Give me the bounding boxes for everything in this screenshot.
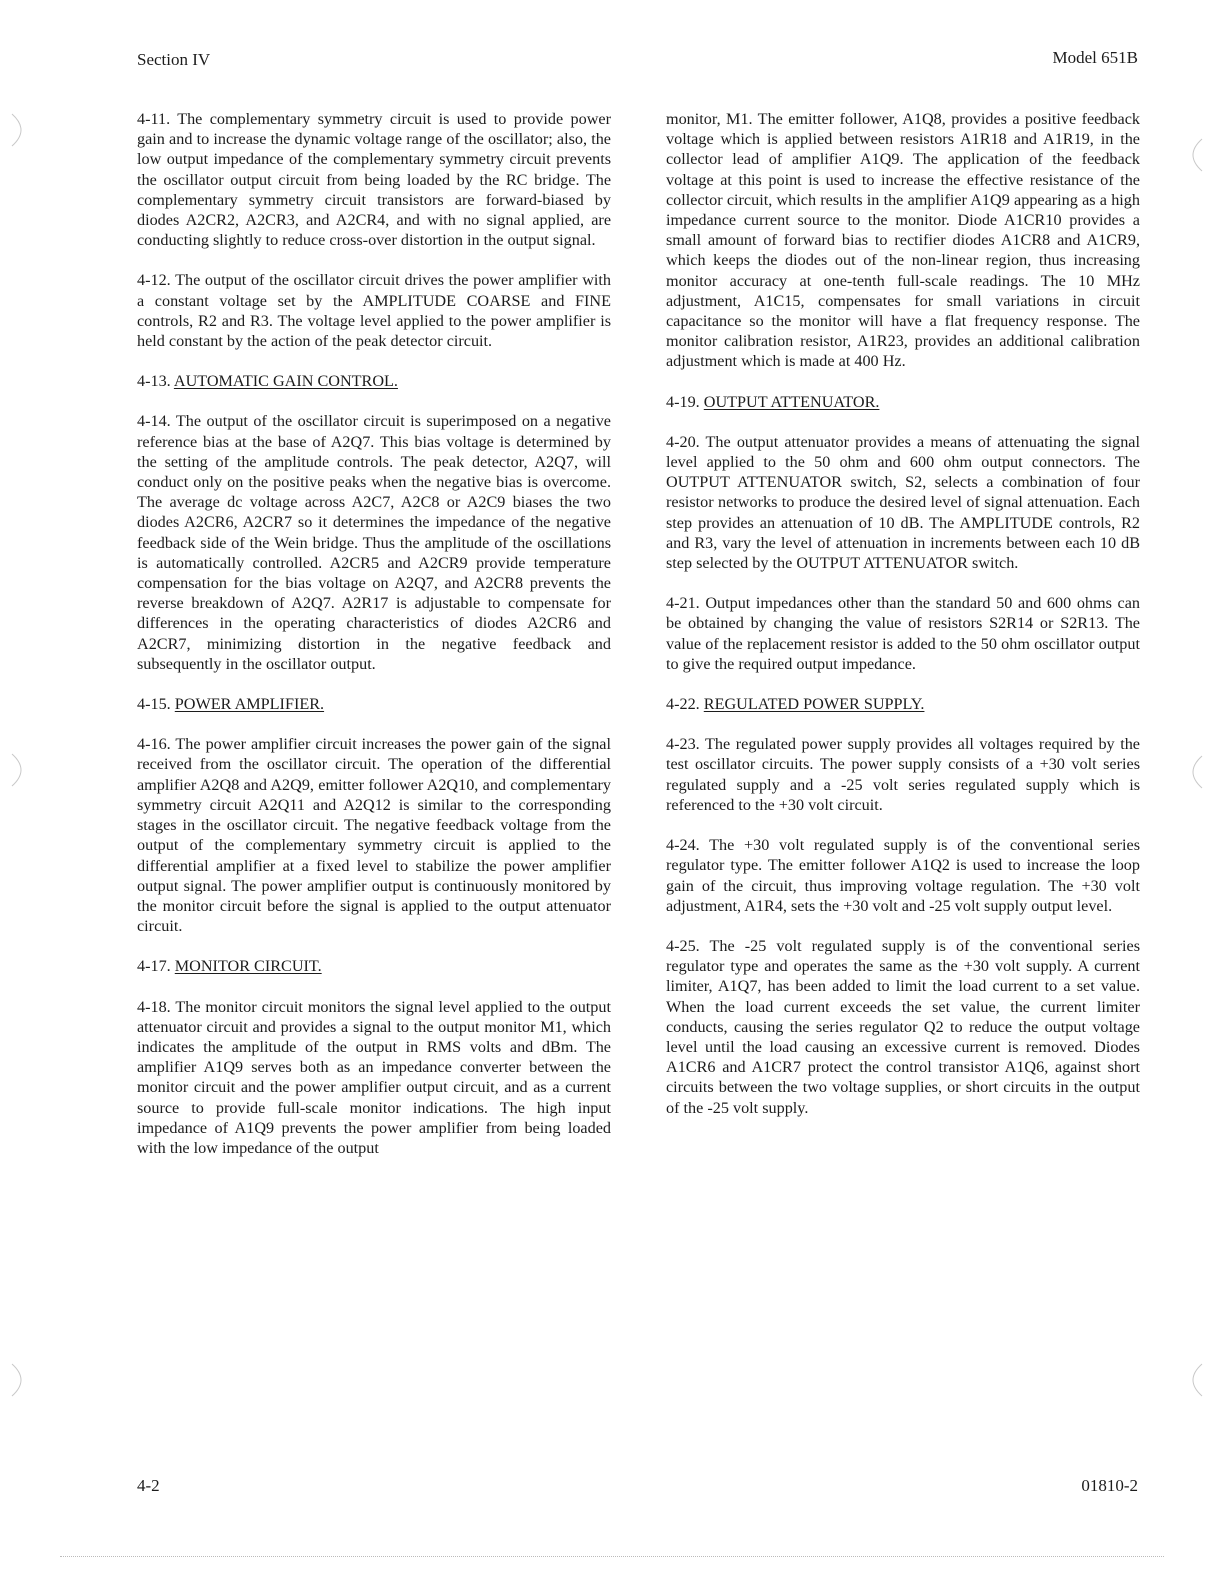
- binder-mark-left-top: [8, 110, 38, 150]
- section-heading: [666, 392, 1140, 412]
- body-paragraph: 4-21. Output impedances other than the standard 50 and 600 ohms can be obtained by changing the value of resistors S2R14 or S2R13. The value of the replacement resistor is added to the 50 ohm oscillator output to give the required output impedance.: [666, 594, 1140, 673]
- binder-mark-left-bottom: [8, 1360, 38, 1400]
- section-heading-title: POWER AMPLIFIER.: [174, 695, 325, 714]
- section-heading-number: 4-22.: [666, 695, 700, 714]
- body-paragraph: 4-20. The output attenuator provides a means of attenuating the signal level applied to the 50 ohm and 600 ohm output connectors. The OUTPUT ATTENUATOR switch, S2, selects a combination of four resistor networks to produce the desired level of signal attenuation. Each step provides an attenuation of 10 dB. The AMPLITUDE controls, R2 and R3, vary the level of attenuation in increments between each 10 dB step selected by the OUTPUT ATTENUATOR switch.: [666, 432, 1140, 573]
- binder-mark-left-middle: [8, 750, 38, 790]
- page-footer-number: 4-2: [137, 1476, 160, 1495]
- page-footer-doc-number: 01810-2: [1081, 1476, 1138, 1495]
- section-heading-number: 4-15.: [137, 695, 171, 714]
- section-heading: [137, 956, 611, 976]
- body-paragraph: 4-16. The power amplifier circuit increases the power gain of the signal received from the oscillator circuit. The operation of the differential amplifier A2Q8 and A2Q9, emitter follower A2Q10, and complementary symmetry circuit A2Q11 and A2Q12 is similar to the corresponding stages in the oscillator circuit. The negative feedback voltage from the output of the complementary symmetry circuit is applied to the differential amplifier at a fixed level to stabilize the power amplifier output signal. The power amplifier output is continuously monitored by the monitor circuit before the signal is applied to the output attenuator circuit.: [137, 735, 611, 936]
- section-heading: [137, 694, 611, 714]
- right-column: [666, 109, 1140, 1138]
- section-heading: [666, 694, 1140, 714]
- section-heading-number: 4-17.: [137, 957, 171, 976]
- body-paragraph: 4-12. The output of the oscillator circuit drives the power amplifier with a constant voltage set by the AMPLITUDE COARSE and FINE controls, R2 and R3. The voltage level applied to the power amplifier is held constant by the action of the peak detector circuit.: [137, 271, 611, 351]
- page-header-model: Model 651B: [1052, 48, 1138, 67]
- left-column: [137, 109, 611, 1178]
- body-paragraph: 4-18. The monitor circuit monitors the signal level applied to the output attenuator circuit and provides a signal to the output monitor M1, which indicates the amplitude of the output in RMS volts and dBm. The amplifier A1Q9 serves both as an impedance converter between the monitor circuit and the power amplifier output circuit, and as a current source to provide full-scale monitor indications. The high input impedance of A1Q9 prevents the power amplifier from being loaded with the low impedance of the output: [137, 997, 611, 1157]
- body-paragraph: 4-14. The output of the oscillator circuit is superimposed on a negative reference bias at the base of A2Q7. This bias voltage is determined by the setting of the amplitude controls. The peak detector, A2Q7, will conduct only on the positive peaks when the negative bias is overcome. The average dc voltage across A2C7, A2C8 or A2C9 biases the two diodes A2CR6, A2CR7 so it determines the impedance of the negative feedback side of the Wein bridge. Thus the amplitude of the oscillations is automatically controlled. A2CR5 and A2CR9 provide temperature compensation for the bias voltage on A2Q7, and A2CR8 prevents the reverse breakdown of A2Q7. A2R17 is adjustable to compensate for differences in the operating characteristics of diodes A2CR6 and A2CR7, minimizing distortion in the negative feedback and subsequently in the oscillator output.: [137, 412, 611, 673]
- body-paragraph: 4-24. The +30 volt regulated supply is of the conventional series regulator type. The emitter follower A1Q2 is used to increase the loop gain of the circuit, thus improving voltage regulation. The +30 volt adjustment, A1R4, sets the +30 volt and -25 volt supply output level.: [666, 836, 1140, 915]
- section-heading-title: REGULATED POWER SUPPLY.: [703, 695, 925, 714]
- section-heading-title: AUTOMATIC GAIN CONTROL.: [173, 372, 398, 391]
- section-heading: [137, 371, 611, 391]
- scan-edge-rule: [60, 1556, 1164, 1557]
- section-heading-number: 4-13.: [137, 372, 171, 391]
- body-paragraph: 4-25. The -25 volt regulated supply is of the conventional series regulator type and operates the same as the +30 volt supply. A current limiter, A1Q7, has been added to limit the load current to a set value. When the load current exceeds the set value, the current limiter conducts, causing the series regulator Q2 to reduce the output voltage level until the load causing an excessive current is removed. Diodes A1CR6 and A1CR7 protect the control transistor A1Q6, against short circuits between the two voltage supplies, or short circuits in the output of the -25 volt supply.: [666, 936, 1140, 1117]
- section-heading-title: MONITOR CIRCUIT.: [174, 957, 322, 976]
- body-paragraph: monitor, M1. The emitter follower, A1Q8, provides a positive feedback voltage which is applied between resistors A1R18 and A1R19, in the collector lead of amplifier A1Q9. The application of the feedback voltage at this point is used to increase the effective resistance of the collector circuit, which results in the amplifier A1Q9 appearing as a high impedance current source to the monitor. Diode A1CR10 provides a small amount of forward bias to rectifier diodes A1CR8 and A1CR9, which keeps the diodes out of the non-linear region, thus increasing monitor accuracy at one-tenth full-scale readings. The 10 MHz adjustment, A1C15, compensates for small variations in circuit capacitance so the monitor will have a flat frequency response. The monitor calibration resistor, A1R23, provides an additional calibration adjustment which is made at 400 Hz.: [666, 110, 1140, 371]
- page-header-section: Section IV: [137, 50, 211, 69]
- binder-mark-right-middle: [1180, 752, 1210, 792]
- binder-mark-right-top: [1180, 135, 1210, 175]
- body-paragraph: 4-23. The regulated power supply provides all voltages required by the test oscillator circuits. The power supply consists of a +30 volt series regulated supply and a -25 volt series regulated supply which is referenced to the +30 volt circuit.: [666, 735, 1140, 814]
- section-heading-title: OUTPUT ATTENUATOR.: [703, 392, 880, 411]
- binder-mark-right-bottom: [1180, 1360, 1210, 1400]
- body-paragraph: 4-11. The complementary symmetry circuit is used to provide power gain and to increase the dynamic voltage range of the oscillator; also, the low output impedance of the complementary symmetry circuit prevents the oscillator output circuit from being loaded by the RC bridge. The complementary symmetry circuit transistors are forward-biased by diodes A2CR2, A2CR3, and A2CR4, and with no signal applied, are conducting slightly to reduce cross-over distortion in the output signal.: [137, 110, 611, 250]
- section-heading-number: 4-19.: [666, 392, 700, 411]
